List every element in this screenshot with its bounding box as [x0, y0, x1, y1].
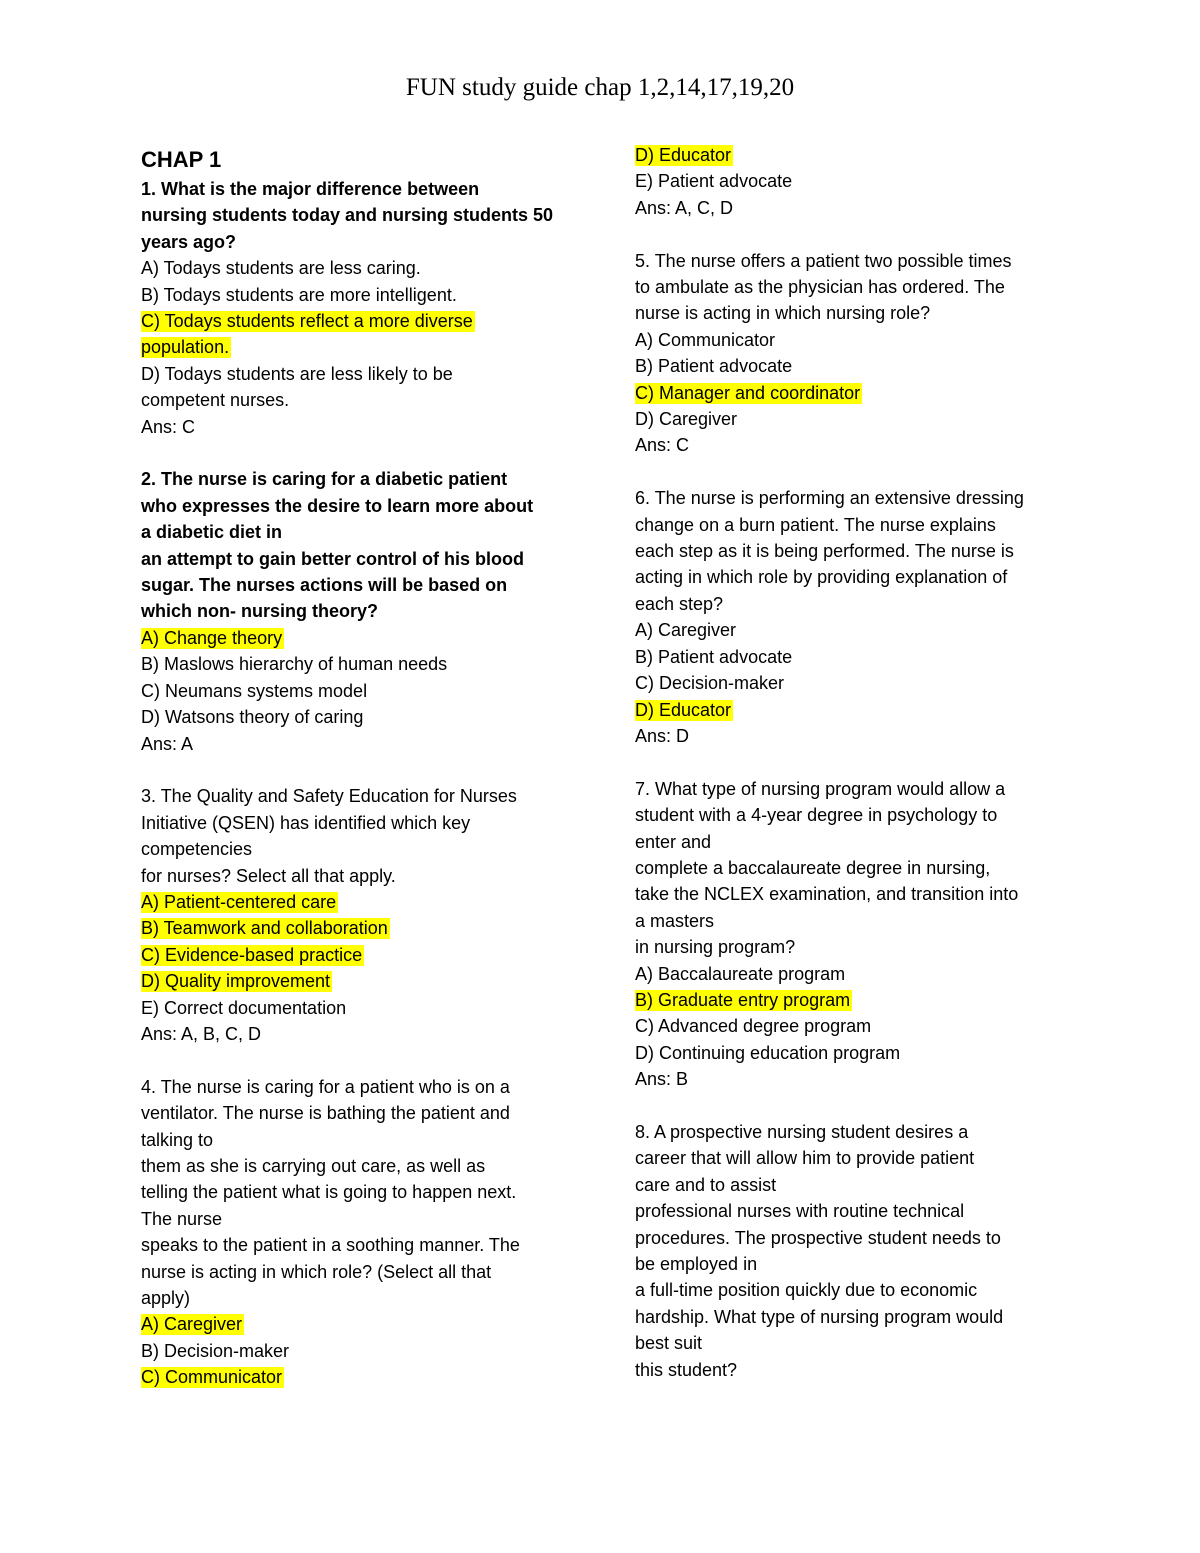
q8-stem-line: hardship. What type of nursing program would	[635, 1306, 1004, 1327]
q5-option-d: D) Caregiver	[635, 409, 738, 430]
q6-stem-line: each step as it is being performed. The nurse is	[635, 541, 1014, 562]
q4-stem-line: speaks to the patient in a soothing manner. The	[141, 1235, 520, 1256]
q2-option-c: C) Neumans systems model	[141, 680, 368, 701]
q4-stem-line: them as she is carrying out care, as well as	[141, 1155, 486, 1176]
left-column	[141, 145, 581, 1391]
q3-option-a-highlighted: A) Patient-centered care	[141, 891, 337, 912]
q3-stem-line: 3. The Quality and Safety Education for Nurses	[141, 786, 517, 807]
q4-stem-line: ventilator. The nurse is bathing the patient and	[141, 1103, 510, 1124]
q1-option-a: A) Todays students are less caring.	[141, 258, 421, 279]
q7-stem-line: take the NCLEX examination, and transition into	[635, 884, 1019, 905]
chapter-heading: CHAP 1	[141, 147, 222, 172]
q1-option-d: D) Todays students are less likely to be	[141, 363, 453, 384]
q4-option-c-highlighted: C) Communicator	[141, 1367, 283, 1388]
q7-option-c: C) Advanced degree program	[635, 1016, 872, 1037]
q4-option-b: B) Decision-maker	[141, 1340, 290, 1361]
q8-stem-line: career that will allow him to provide patient	[635, 1148, 975, 1169]
q1-answer: Ans: C	[141, 416, 196, 437]
q3-option-c-highlighted: C) Evidence-based practice	[141, 944, 363, 965]
q1-option-d: competent nurses.	[141, 390, 290, 411]
q1-stem-line: years ago?	[141, 231, 237, 252]
document-title: FUN study guide chap 1,2,14,17,19,20	[405, 74, 795, 101]
q3-option-d-highlighted: D) Quality improvement	[141, 971, 331, 992]
q5-option-a: A) Communicator	[635, 329, 776, 350]
q6-stem-line: change on a burn patient. The nurse explains	[635, 514, 996, 535]
q6-option-d-highlighted: D) Educator	[635, 699, 732, 720]
q2-option-b: B) Maslows hierarchy of human needs	[141, 654, 448, 675]
q1-option-c-highlighted: C) Todays students reflect a more diverse	[141, 311, 473, 332]
q8-stem-line: a full-time position quickly due to economic	[635, 1280, 978, 1301]
q2-stem-line: who expresses the desire to learn more about	[141, 495, 534, 516]
q7-stem-line: enter and	[635, 831, 712, 852]
q7-option-b-highlighted: B) Graduate entry program	[635, 989, 851, 1010]
q8-stem-line: 8. A prospective nursing student desires a	[635, 1121, 969, 1142]
q8-stem-line: be employed in	[635, 1254, 758, 1274]
q3-stem-line: for nurses? Select all that apply.	[141, 865, 396, 886]
q5-stem-line: nurse is acting in which nursing role?	[635, 303, 931, 324]
q6-option-c: C) Decision-maker	[635, 673, 785, 694]
q2-stem-line: which non- nursing theory?	[141, 601, 378, 622]
q4-stem-line: 4. The nurse is caring for a patient who is on a	[141, 1076, 510, 1097]
q8-stem-line: procedures. The prospective student needs to	[635, 1227, 1001, 1248]
q1-option-c-highlighted: population.	[141, 337, 230, 358]
q7-stem-line: student with a 4-year degree in psychology to	[635, 805, 998, 826]
right-column	[635, 142, 1075, 1383]
q4-option-e: E) Patient advocate	[635, 171, 793, 192]
q6-stem-line: 6. The nurse is performing an extensive dressing	[635, 488, 1024, 509]
q7-stem-line: complete a baccalaureate degree in nursing,	[635, 857, 991, 878]
q3-answer: Ans: A, B, C, D	[141, 1023, 262, 1044]
q3-stem-line: competencies	[141, 839, 253, 860]
q5-option-b: B) Patient advocate	[635, 356, 793, 377]
q4-stem-line: The nurse	[141, 1208, 223, 1229]
q7-stem-line: in nursing program?	[635, 937, 796, 958]
q2-option-a-highlighted: A) Change theory	[141, 627, 283, 648]
q4-option-a-highlighted: A) Caregiver	[141, 1314, 243, 1335]
q4-stem-line: telling the patient what is going to happen next.	[141, 1182, 517, 1203]
q4-option-d-highlighted: D) Educator	[635, 145, 732, 165]
q6-stem-line: acting in which role by providing explanation of	[635, 567, 1008, 588]
q4-stem-line: apply)	[141, 1288, 191, 1309]
q5-option-c-highlighted: C) Manager and coordinator	[635, 382, 861, 403]
q8-stem-line: this student?	[635, 1359, 738, 1380]
q7-option-a: A) Baccalaureate program	[635, 963, 846, 984]
q6-option-b: B) Patient advocate	[635, 646, 793, 667]
q1-stem-line: nursing students today and nursing students 50	[141, 205, 554, 226]
q8-stem-line: care and to assist	[635, 1174, 777, 1195]
q5-answer: Ans: C	[635, 435, 690, 456]
q8-stem-line: professional nurses with routine technical	[635, 1201, 965, 1222]
q2-answer: Ans: A	[141, 733, 194, 754]
q3-option-b-highlighted: B) Teamwork and collaboration	[141, 918, 388, 939]
q4-answer: Ans: A, C, D	[635, 197, 734, 218]
q2-stem-line: a diabetic diet in	[141, 522, 283, 543]
q8-stem-line: best suit	[635, 1333, 703, 1354]
q6-option-a: A) Caregiver	[635, 620, 737, 641]
q2-stem-line: an attempt to gain better control of his blood	[141, 548, 524, 569]
q7-option-d: D) Continuing education program	[635, 1042, 901, 1063]
q7-stem-line: a masters	[635, 910, 715, 931]
q3-option-e: E) Correct documentation	[141, 997, 347, 1018]
q7-answer: Ans: B	[635, 1069, 689, 1090]
q6-stem-line: each step?	[635, 593, 724, 614]
q5-stem-line: to ambulate as the physician has ordered. The	[635, 277, 1005, 298]
q6-answer: Ans: D	[635, 725, 690, 746]
q2-stem-line: 2. The nurse is caring for a diabetic patient	[141, 469, 508, 490]
q3-stem-line: Initiative (QSEN) has identified which key	[141, 812, 471, 833]
q2-option-d: D) Watsons theory of caring	[141, 707, 364, 728]
q1-option-b: B) Todays students are more intelligent.	[141, 284, 457, 305]
q4-stem-line: talking to	[141, 1129, 214, 1150]
q2-stem-line: sugar. The nurses actions will be based on	[141, 575, 508, 596]
q5-stem-line: 5. The nurse offers a patient two possible times	[635, 250, 1012, 271]
q1-stem-line: 1. What is the major difference between	[141, 179, 480, 199]
q4-stem-line: nurse is acting in which role? (Select all that	[141, 1261, 492, 1282]
q7-stem-line: 7. What type of nursing program would allow a	[635, 778, 1006, 799]
